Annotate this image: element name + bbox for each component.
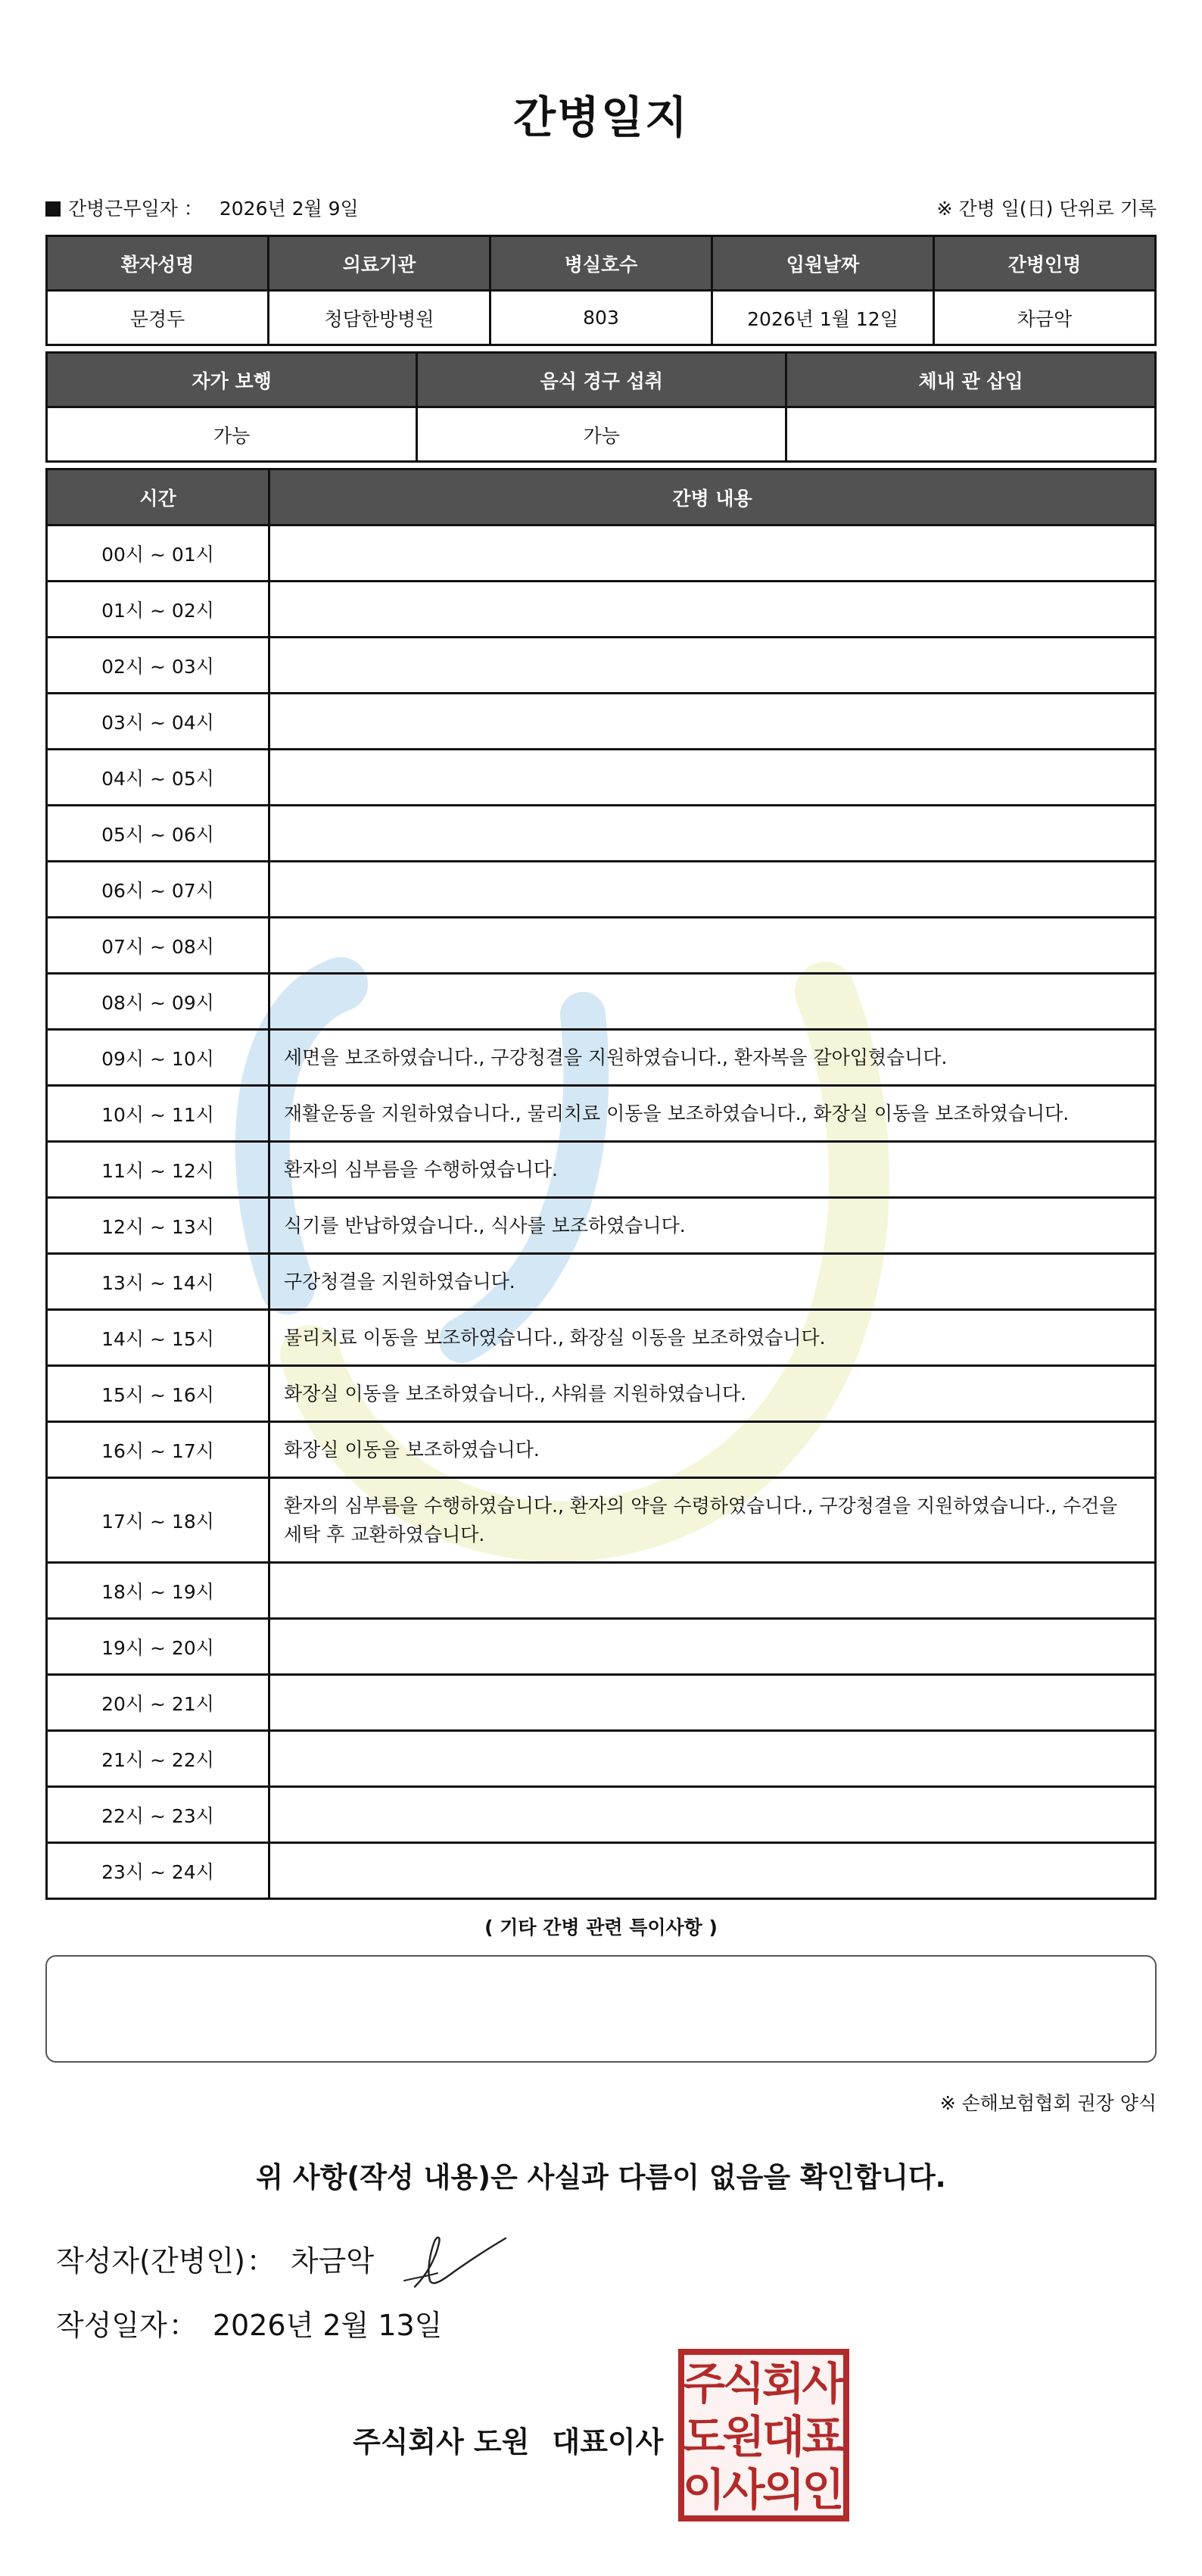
header-caregiver-name: 간병인명 xyxy=(934,236,1156,291)
document-title: 간병일지 xyxy=(512,92,690,143)
care-row-time: 20시 ~ 21시 xyxy=(47,1675,269,1731)
care-row xyxy=(47,750,1156,806)
care-row-content xyxy=(269,750,1156,806)
write-date-line xyxy=(56,2302,442,2344)
care-row xyxy=(47,638,1156,694)
care-row-time: 17시 ~ 18시 xyxy=(47,1478,269,1563)
care-row-content xyxy=(269,1675,1156,1731)
seal-character: 주 xyxy=(682,2358,726,2409)
patient-status-table xyxy=(45,351,1157,463)
admission-date-value: 2026년 1월 12일 xyxy=(712,291,934,345)
header-self-walking: 자가 보행 xyxy=(47,353,417,407)
tube-insertion-value xyxy=(786,407,1156,462)
writer-name: 차금악 xyxy=(290,2244,375,2278)
header-hospital: 의료기관 xyxy=(269,236,490,291)
care-row-content: 물리치료 이동을 보조하였습니다., 화장실 이동을 보조하였습니다. xyxy=(269,1310,1156,1366)
care-row-content: 화장실 이동을 보조하였습니다. xyxy=(269,1422,1156,1478)
header-tube-insertion: 체내 관 삽입 xyxy=(786,353,1156,407)
care-rows xyxy=(47,525,1156,1899)
square-bullet-icon xyxy=(45,201,61,217)
care-row xyxy=(47,1030,1156,1086)
care-row-time: 23시 ~ 24시 xyxy=(47,1843,269,1899)
care-row xyxy=(47,1675,1156,1731)
care-row-time: 22시 ~ 23시 xyxy=(47,1787,269,1843)
oral-intake-value: 가능 xyxy=(417,407,786,462)
care-row xyxy=(47,918,1156,974)
care-row-time: 11시 ~ 12시 xyxy=(47,1142,269,1198)
self-walking-value: 가능 xyxy=(47,407,417,462)
care-row-time: 00시 ~ 01시 xyxy=(47,525,269,582)
care-row-time: 15시 ~ 16시 xyxy=(47,1366,269,1422)
header-room-number: 병실호수 xyxy=(490,236,712,291)
company-line xyxy=(353,2419,663,2460)
seal-character: 도 xyxy=(682,2411,726,2462)
care-row-time: 16시 ~ 17시 xyxy=(47,1422,269,1478)
care-row-content xyxy=(269,918,1156,974)
care-row xyxy=(47,1731,1156,1787)
header-patient-name: 환자성명 xyxy=(47,236,269,291)
care-row-time: 06시 ~ 07시 xyxy=(47,862,269,918)
care-row xyxy=(47,1422,1156,1478)
care-record-table xyxy=(45,468,1157,1900)
care-row xyxy=(47,525,1156,582)
care-row xyxy=(47,806,1156,862)
care-row-content: 식기를 반납하였습니다., 식사를 보조하였습니다. xyxy=(269,1198,1156,1254)
care-row-content: 구강청결을 지원하였습니다. xyxy=(269,1254,1156,1310)
care-row xyxy=(47,1310,1156,1366)
seal-character: 식 xyxy=(722,2358,765,2409)
care-row-content xyxy=(269,1787,1156,1843)
care-row-content xyxy=(269,1731,1156,1787)
room-number-value: 803 xyxy=(490,291,712,345)
care-row xyxy=(47,1198,1156,1254)
hospital-value: 청담한방병원 xyxy=(269,291,490,345)
care-row xyxy=(47,974,1156,1030)
writer-line xyxy=(56,2238,374,2279)
seal-character: 이 xyxy=(682,2464,726,2515)
care-row-time: 05시 ~ 06시 xyxy=(47,806,269,862)
company-name: 주식회사 도원 xyxy=(353,2425,530,2459)
patient-info-table xyxy=(45,235,1157,346)
write-date-colon: ： xyxy=(168,2309,198,2342)
seal-character: 인 xyxy=(802,2464,845,2515)
care-row-time: 03시 ~ 04시 xyxy=(47,694,269,750)
care-row-time: 07시 ~ 08시 xyxy=(47,918,269,974)
care-row xyxy=(47,1366,1156,1422)
work-date-line xyxy=(45,194,359,221)
seal-character: 회 xyxy=(761,2358,805,2409)
notes-box xyxy=(45,1955,1157,2063)
care-row-content: 환자의 심부름을 수행하였습니다., 환자의 약을 수령하였습니다., 구강청결을 지원하였습니다., 수건을 세탁 후 교환하였습니다. xyxy=(269,1478,1156,1563)
care-row-content xyxy=(269,1563,1156,1619)
header-oral-intake: 음식 경구 섭취 xyxy=(417,353,786,407)
header-time: 시간 xyxy=(47,469,269,525)
care-row-content xyxy=(269,694,1156,750)
seal-character: 사 xyxy=(722,2464,765,2515)
patient-name-value: 문경두 xyxy=(47,291,269,345)
seal-character: 표 xyxy=(802,2411,845,2462)
care-row-content xyxy=(269,1619,1156,1675)
care-row-content xyxy=(269,582,1156,638)
notes-title: ( 기타 간병 관련 특이사항 ) xyxy=(484,1916,718,1938)
care-row xyxy=(47,1563,1156,1619)
caregiver-name-value: 차금악 xyxy=(934,291,1156,345)
care-row xyxy=(47,694,1156,750)
care-row xyxy=(47,1254,1156,1310)
care-row-time: 12시 ~ 13시 xyxy=(47,1198,269,1254)
care-row xyxy=(47,1619,1156,1675)
care-row-time: 09시 ~ 10시 xyxy=(47,1030,269,1086)
care-row-content xyxy=(269,974,1156,1030)
seal-character: 대 xyxy=(761,2411,805,2462)
care-row xyxy=(47,1086,1156,1142)
care-row-time: 01시 ~ 02시 xyxy=(47,582,269,638)
care-row xyxy=(47,1843,1156,1899)
care-row-time: 08시 ~ 09시 xyxy=(47,974,269,1030)
care-row xyxy=(47,1787,1156,1843)
care-row xyxy=(47,1478,1156,1563)
care-row-time: 19시 ~ 20시 xyxy=(47,1619,269,1675)
writer-label: 작성자(간병인) xyxy=(56,2244,245,2278)
care-row xyxy=(47,862,1156,918)
work-date-label: 간병근무일자 ： xyxy=(68,198,203,220)
care-row-content: 화장실 이동을 보조하였습니다., 샤워를 지원하였습니다. xyxy=(269,1366,1156,1422)
care-row-time: 04시 ~ 05시 xyxy=(47,750,269,806)
header-care-content: 간병 내용 xyxy=(269,469,1156,525)
care-row-content: 환자의 심부름을 수행하였습니다. xyxy=(269,1142,1156,1198)
care-row-time: 14시 ~ 15시 xyxy=(47,1310,269,1366)
seal-character: 원 xyxy=(722,2411,765,2462)
care-row xyxy=(47,582,1156,638)
care-row-content xyxy=(269,862,1156,918)
seal-character: 의 xyxy=(761,2464,805,2515)
company-seal-stamp xyxy=(678,2349,849,2521)
signature-image xyxy=(400,2228,512,2291)
confirmation-statement: 위 사항(작성 내용)은 사실과 다름이 없음을 확인합니다. xyxy=(256,2161,946,2194)
care-row-time: 18시 ~ 19시 xyxy=(47,1563,269,1619)
record-unit-note: ※ 간병 일(日) 단위로 기록 xyxy=(936,198,1157,220)
writer-colon: ： xyxy=(246,2244,276,2278)
care-row-content xyxy=(269,525,1156,582)
work-date-value: 2026년 2월 9일 xyxy=(219,198,359,220)
care-row xyxy=(47,1142,1156,1198)
form-source-note: ※ 손해보험협회 권장 양식 xyxy=(939,2092,1157,2114)
company-role: 대표이사 xyxy=(552,2425,664,2459)
write-date-value: 2026년 2월 13일 xyxy=(212,2309,443,2342)
header-admission-date: 입원날짜 xyxy=(712,236,934,291)
care-row-content: 세면을 보조하였습니다., 구강청결을 지원하였습니다., 환자복을 갈아입혔습니다. xyxy=(269,1030,1156,1086)
seal-character: 사 xyxy=(802,2358,845,2409)
care-row-content: 재활운동을 지원하였습니다., 물리치료 이동을 보조하였습니다., 화장실 이동을 보조하였습니다. xyxy=(269,1086,1156,1142)
write-date-label: 작성일자 xyxy=(56,2309,167,2342)
care-row-content xyxy=(269,1843,1156,1899)
care-row-time: 13시 ~ 14시 xyxy=(47,1254,269,1310)
care-row-time: 21시 ~ 22시 xyxy=(47,1731,269,1787)
care-row-time: 02시 ~ 03시 xyxy=(47,638,269,694)
care-row-time: 10시 ~ 11시 xyxy=(47,1086,269,1142)
care-row-content xyxy=(269,638,1156,694)
care-row-content xyxy=(269,806,1156,862)
